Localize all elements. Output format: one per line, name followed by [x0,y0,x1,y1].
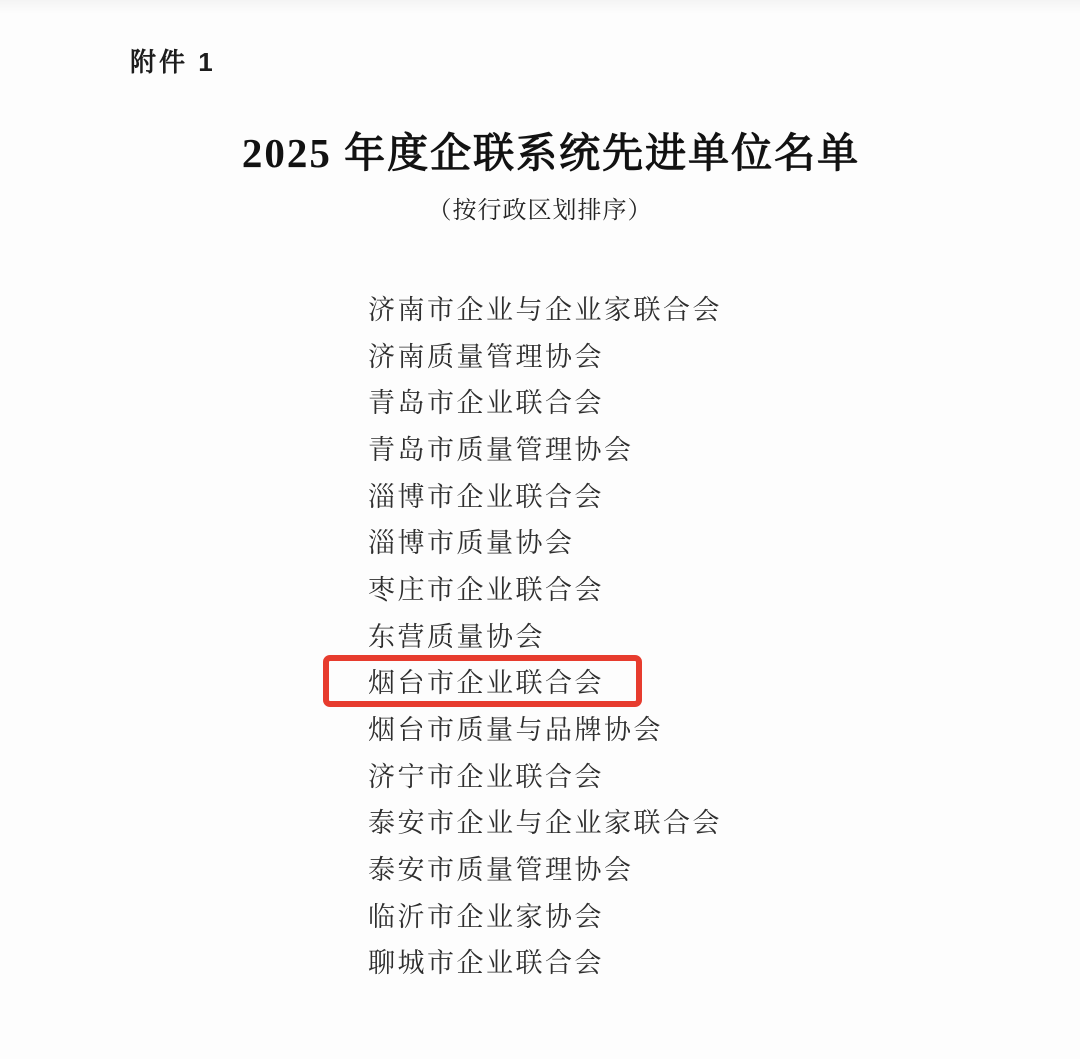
unit-name: 青岛市企业联合会 [368,388,604,419]
unit-name: 烟台市质量与品牌协会 [368,715,663,746]
list-item [368,891,928,938]
list-item [368,938,928,985]
unit-name: 聊城市企业联合会 [368,948,604,979]
unit-name: 烟台市企业联合会 [368,668,604,699]
list-item [368,751,928,798]
list-item [368,658,928,705]
list-item [368,704,928,751]
unit-name: 淄博市企业联合会 [368,481,604,512]
attachment-label: 附件 1 [130,47,216,77]
unit-name: 东营质量协会 [368,621,545,652]
list-item [368,331,928,378]
list-item [368,517,928,564]
unit-name: 临沂市企业家协会 [368,901,604,932]
page-subtitle: （按行政区划排序） [427,198,653,224]
list-item [368,798,928,845]
list-item [368,471,928,518]
unit-name: 济南质量管理协会 [368,341,604,372]
unit-name: 济南市企业与企业家联合会 [368,294,722,325]
unit-name: 青岛市质量管理协会 [368,434,634,465]
unit-list [368,284,928,984]
list-item [368,424,928,471]
list-item [368,284,928,331]
list-item [368,611,928,658]
unit-name: 淄博市质量协会 [368,528,575,559]
list-item [368,564,928,611]
list-item [368,377,928,424]
unit-name: 济宁市企业联合会 [368,761,604,792]
unit-name: 泰安市质量管理协会 [368,855,634,886]
unit-name: 枣庄市企业联合会 [368,574,604,605]
unit-name: 泰安市企业与企业家联合会 [368,808,722,839]
page-title: 2025 年度企联系统先进单位名单 [241,130,861,176]
list-item [368,844,928,891]
